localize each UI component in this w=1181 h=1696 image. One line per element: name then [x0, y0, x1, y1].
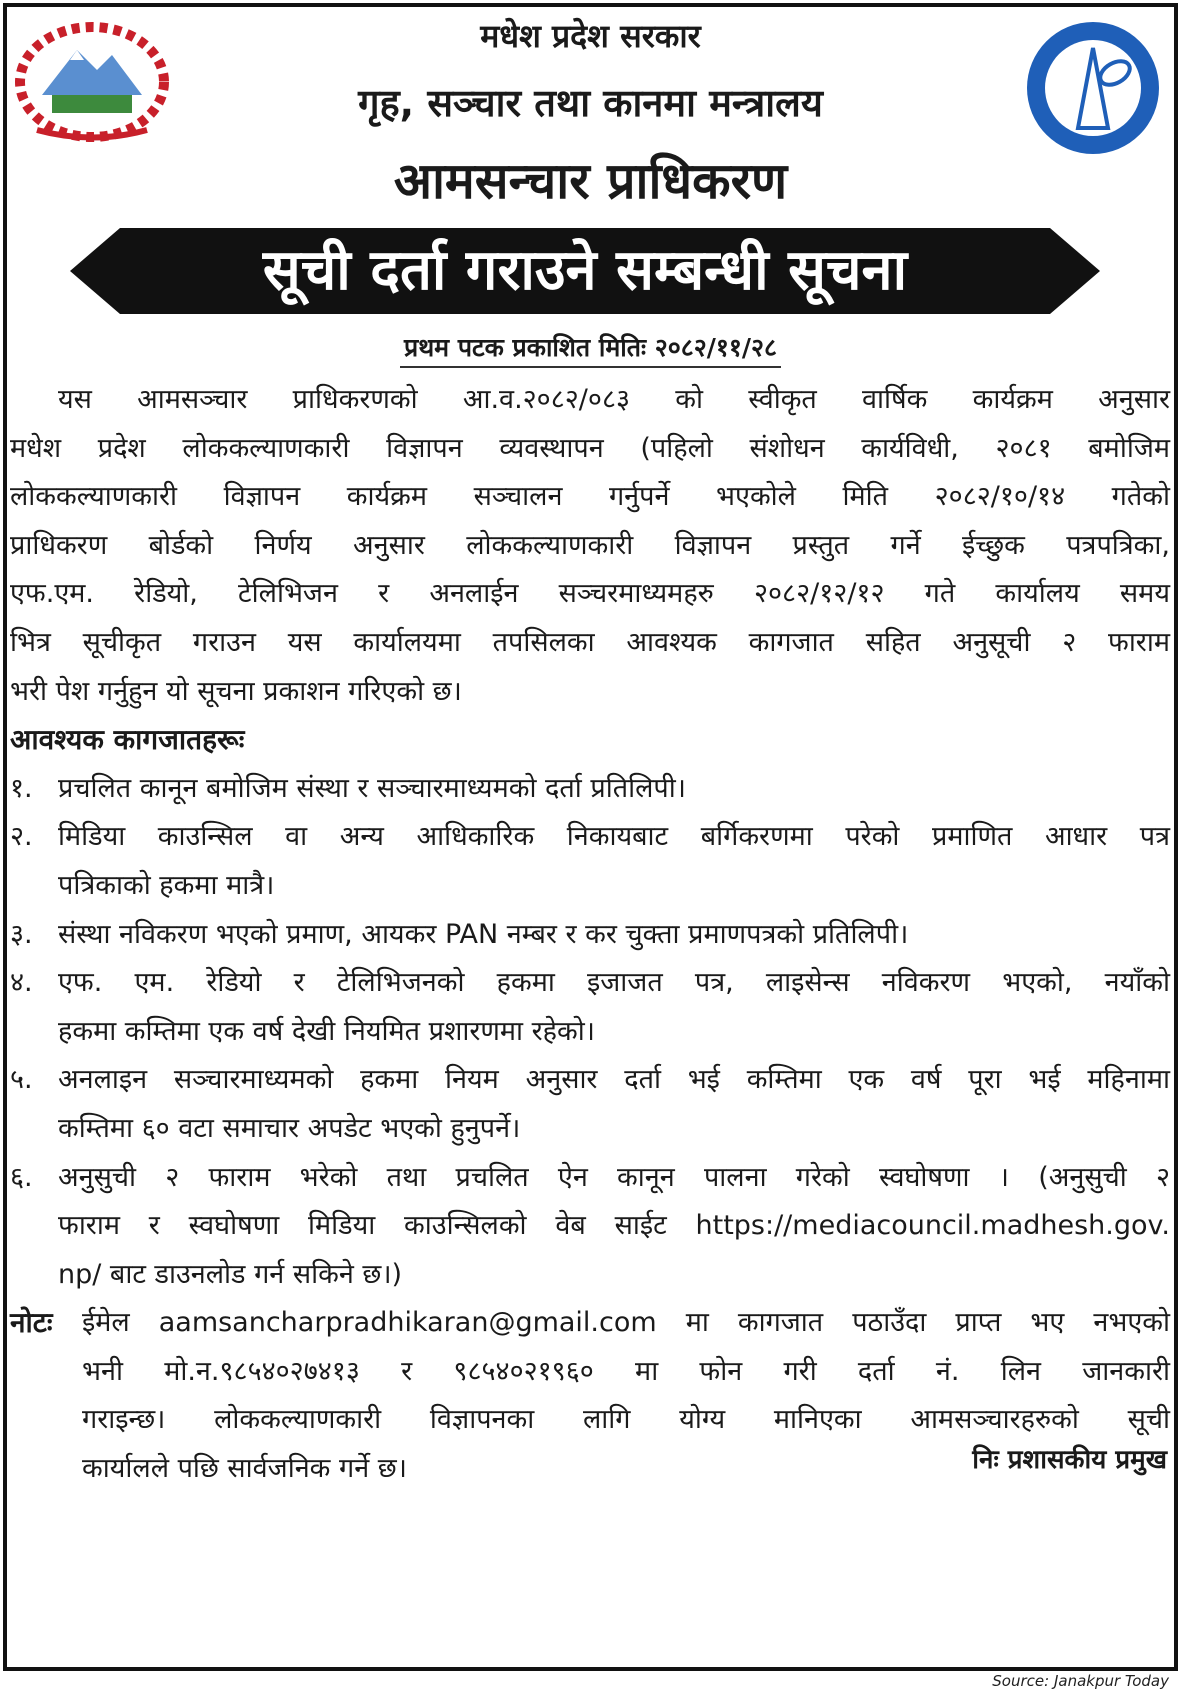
intro-line: मधेश प्रदेश लोककल्याणकारी विज्ञापन व्यवस्थापन (पहिलो संशोधन कार्यविधी, २०८१ बमोजिम: [10, 432, 1170, 464]
publish-date: प्रथम पटक प्रकाशित मितिः २०८२/११/२८: [400, 333, 781, 368]
item-line: अनुसुची २ फाराम भरेको तथा प्रचलित ऐन कानून पालना गरेको स्वघोषणा । (अनुसुची २: [58, 1161, 1170, 1193]
required-docs-heading: आवश्यक कागजातहरूः: [10, 723, 245, 757]
intro-line: लोककल्याणकारी विज्ञापन कार्यक्रम सञ्चालन गर्नुपर्ने भएकोले मिति २०८२/१०/१४ गतेको: [10, 481, 1170, 513]
item-line: np/ बाट डाउनलोड गर्न सकिने छ।): [58, 1258, 403, 1290]
item-line: हकमा कम्तिमा एक वर्ष देखी नियमित प्रशारणमा रहेको।: [58, 1015, 595, 1047]
item-number: ५.: [10, 1064, 33, 1096]
item-line: अनलाइन सञ्चारमाध्यमको हकमा नियम अनुसार दर्ता भई कम्तिमा एक वर्ष पूरा भई महिनामा: [58, 1064, 1170, 1096]
list-item: [10, 1154, 1170, 1300]
intro-line: प्राधिकरण बोर्डको निर्णय अनुसार लोककल्याणकारी विज्ञापन प्रस्तुत गर्ने ईच्छुक पत्रपत्रिका,: [10, 529, 1170, 561]
item-line: संस्था नविकरण भएको प्रमाण, आयकर PAN नम्बर र कर चुक्ता प्रमाणपत्रको प्रतिलिपी।: [58, 918, 909, 950]
item-line: मिडिया काउन्सिल वा अन्य आधिकारिक निकायबाट बर्गिकरणमा परेको प्रमाणित आधार पत्र: [58, 821, 1170, 853]
list-item: [10, 765, 1170, 814]
item-line: फाराम र स्वघोषणा मिडिया काउन्सिलको वेब साईट https://mediacouncil.madhesh.gov.: [58, 1210, 1170, 1242]
item-line: एफ. एम. रेडियो र टेलिभिजनको हकमा इजाजत पत्र, लाइसेन्स नविकरण भएको, नयाँको: [58, 967, 1170, 999]
item-number: ४.: [10, 967, 33, 999]
ministry-name: गृह, सञ्चार तथा कानमा मन्त्रालय: [358, 81, 823, 125]
list-item: [10, 813, 1170, 910]
list-item: [10, 911, 1170, 960]
item-number: ३.: [10, 918, 33, 950]
item-line: प्रचलित कानून बमोजिम संस्था र सञ्चारमाध्यमको दर्ता प्रतिलिपी।: [58, 772, 686, 804]
notice-title-banner: [70, 228, 1100, 314]
government-name: मधेश प्रदेश सरकार: [480, 17, 701, 55]
source-credit: Source: Janakpur Today: [992, 1672, 1169, 1690]
list-item: [10, 1056, 1170, 1153]
item-line: कम्तिमा ६० वटा समाचार अपडेट भएको हुनुपर्ने।: [58, 1112, 521, 1144]
item-number: ६.: [10, 1161, 33, 1193]
note-line: गराइन्छ। लोककल्याणकारी विज्ञापनका लागि योग्य मानिएका आमसञ्चारहरुको सूची: [82, 1404, 1170, 1436]
intro-line: यस आमसञ्चार प्राधिकरणको आ.व.२०८२/०८३ को स्वीकृत वार्षिक कार्यक्रम अनुसार: [58, 384, 1170, 415]
intro-line: भित्र सूचीकृत गराउन यस कार्यालयमा तपसिलका आवश्यक कागजात सहित अनुसूची २ फाराम: [10, 626, 1170, 658]
item-number: २.: [10, 821, 33, 853]
intro-paragraph: [10, 376, 1170, 716]
item-number: १.: [10, 772, 33, 804]
notice-title: सूची दर्ता गराउने सम्बन्धी सूचना: [262, 238, 908, 303]
item-line: पत्रिकाको हकमा मात्रै।: [58, 869, 275, 901]
authority-name: आमसन्चार प्राधिकरण: [393, 152, 788, 210]
list-item: [10, 959, 1170, 1056]
notice-body: [10, 376, 1170, 1494]
note-line: भनी मो.न.९८५४०२७४१३ र ९८५४०२१९६० मा फोन गरी दर्ता नं. लिन जानकारी: [82, 1355, 1170, 1387]
note-line: ईमेल aamsancharpradhikaran@gmail.com मा कागजात पठाउँदा प्राप्त भए नभएको: [82, 1307, 1170, 1339]
note-line: कार्यालले पछि सार्वजनिक गर्ने छ।: [82, 1453, 407, 1485]
intro-line: भरी पेश गर्नुहुन यो सूचना प्रकाशन गरिएको छ।: [10, 675, 462, 707]
signatory: निः प्रशासकीय प्रमुख: [972, 1445, 1167, 1475]
note-label: नोटः: [10, 1306, 53, 1340]
intro-line: एफ.एम. रेडियो, टेलिभिजन र अनलाईन सञ्चरमाध्यमहरु २०८२/१२/१२ गते कार्यालय समय: [10, 578, 1170, 610]
